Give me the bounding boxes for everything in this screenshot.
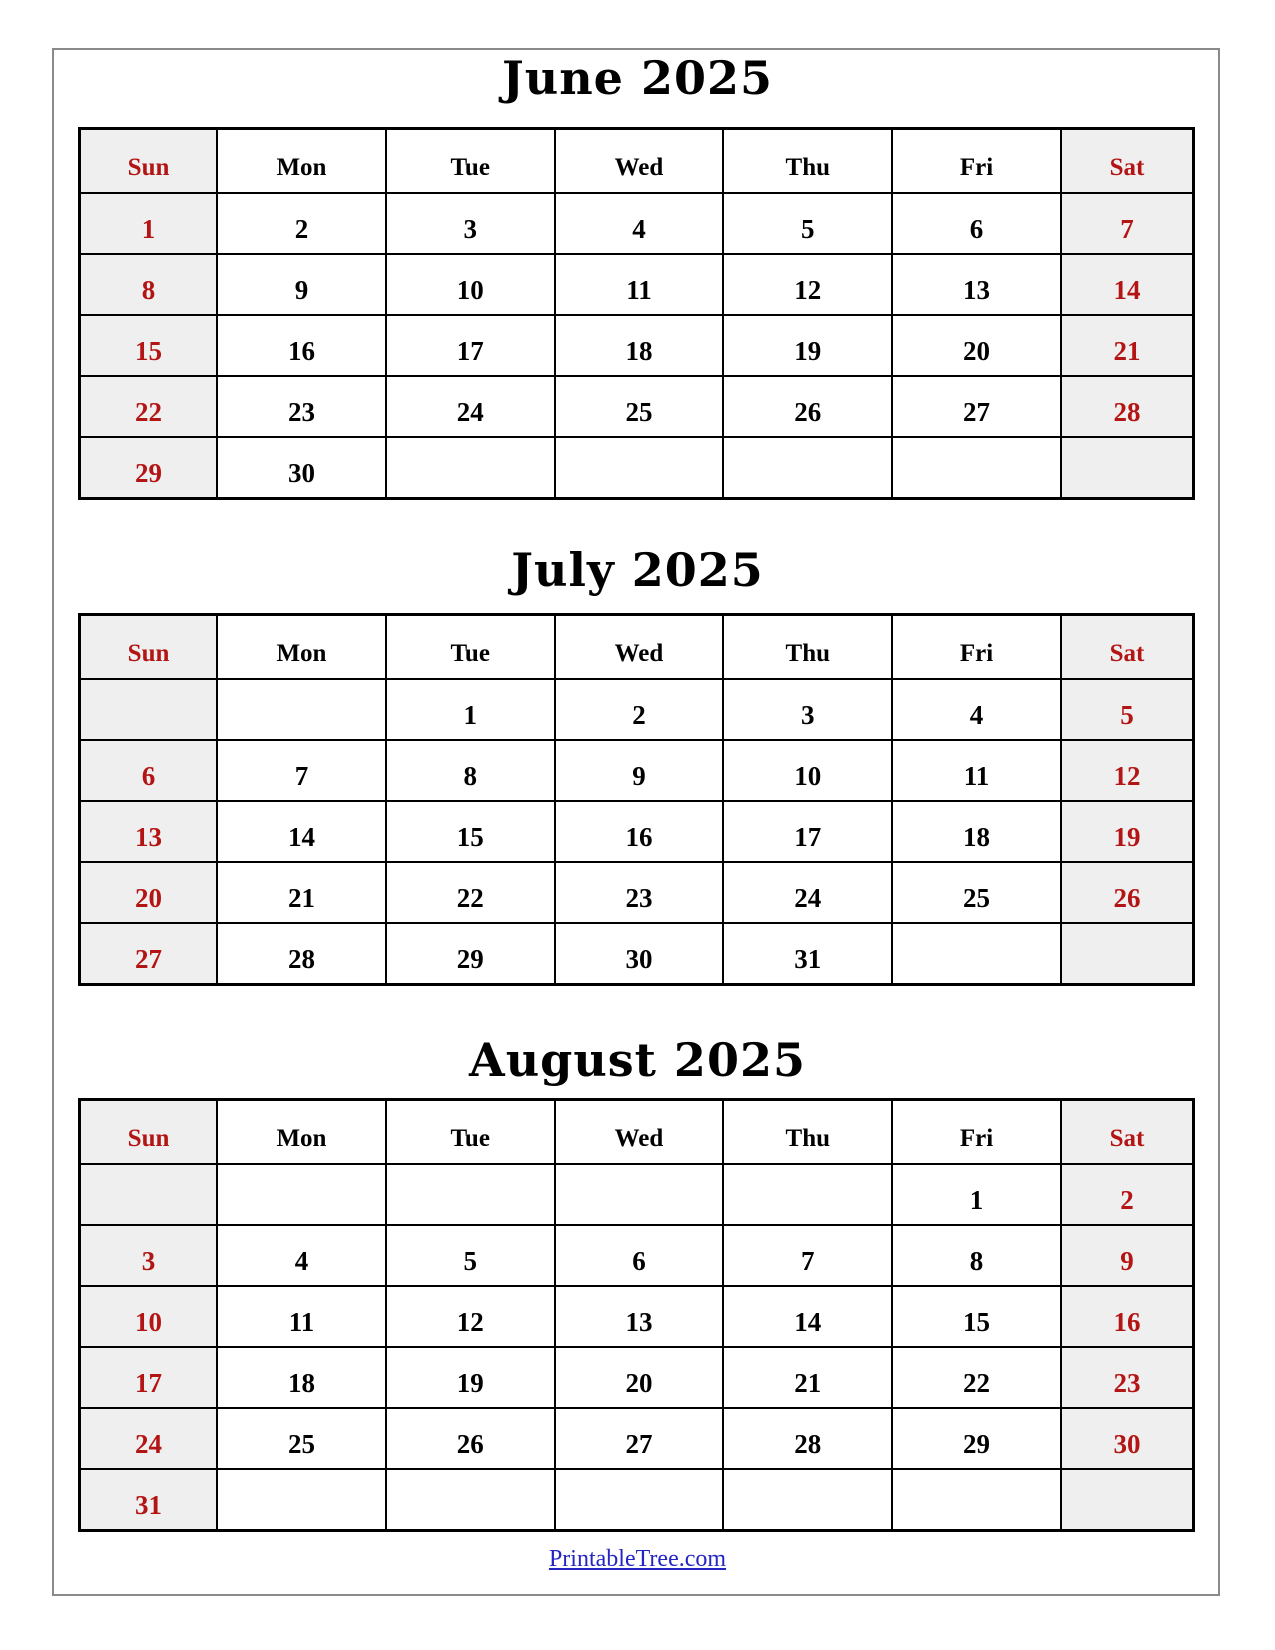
july-week-2 xyxy=(80,740,1194,801)
june-day-8: 8 xyxy=(80,254,218,315)
calendar-june xyxy=(78,127,1195,500)
august-empty-cell xyxy=(386,1164,555,1225)
july-day-2: 2 xyxy=(555,679,724,740)
july-empty-cell xyxy=(217,679,386,740)
june-week-1 xyxy=(80,193,1194,254)
june-week-5 xyxy=(80,437,1194,499)
month-title-june: June 2025 xyxy=(502,51,773,105)
august-day-8: 8 xyxy=(892,1225,1061,1286)
august-week-6 xyxy=(80,1469,1194,1531)
june-week-3 xyxy=(80,315,1194,376)
june-day-3: 3 xyxy=(386,193,555,254)
july-day-20: 20 xyxy=(80,862,218,923)
august-empty-cell xyxy=(555,1164,724,1225)
june-week-2 xyxy=(80,254,1194,315)
august-day-13: 13 xyxy=(555,1286,724,1347)
july-day-22: 22 xyxy=(386,862,555,923)
august-day-30: 30 xyxy=(1061,1408,1194,1469)
august-day-21: 21 xyxy=(723,1347,892,1408)
july-empty-cell xyxy=(80,679,218,740)
june-day-26: 26 xyxy=(723,376,892,437)
august-day-15: 15 xyxy=(892,1286,1061,1347)
august-day-24: 24 xyxy=(80,1408,218,1469)
june-day-16: 16 xyxy=(217,315,386,376)
august-day-11: 11 xyxy=(217,1286,386,1347)
august-empty-cell xyxy=(723,1469,892,1531)
june-day-10: 10 xyxy=(386,254,555,315)
july-day-10: 10 xyxy=(723,740,892,801)
june-empty-cell xyxy=(892,437,1061,499)
july-day-31: 31 xyxy=(723,923,892,985)
august-week-3 xyxy=(80,1286,1194,1347)
june-day-6: 6 xyxy=(892,193,1061,254)
august-day-12: 12 xyxy=(386,1286,555,1347)
june-day-5: 5 xyxy=(723,193,892,254)
july-day-17: 17 xyxy=(723,801,892,862)
june-day-29: 29 xyxy=(80,437,218,499)
july-day-27: 27 xyxy=(80,923,218,985)
july-day-21: 21 xyxy=(217,862,386,923)
july-week-1 xyxy=(80,679,1194,740)
july-header-sat: Sat xyxy=(1061,615,1194,680)
july-day-12: 12 xyxy=(1061,740,1194,801)
july-day-9: 9 xyxy=(555,740,724,801)
august-day-17: 17 xyxy=(80,1347,218,1408)
august-day-7: 7 xyxy=(723,1225,892,1286)
august-day-29: 29 xyxy=(892,1408,1061,1469)
june-day-15: 15 xyxy=(80,315,218,376)
july-day-23: 23 xyxy=(555,862,724,923)
august-day-27: 27 xyxy=(555,1408,724,1469)
july-day-7: 7 xyxy=(217,740,386,801)
august-empty-cell xyxy=(555,1469,724,1531)
july-header-fri: Fri xyxy=(892,615,1061,680)
july-empty-cell xyxy=(892,923,1061,985)
july-header-sun: Sun xyxy=(80,615,218,680)
august-day-22: 22 xyxy=(892,1347,1061,1408)
july-header-wed: Wed xyxy=(555,615,724,680)
june-empty-cell xyxy=(1061,437,1194,499)
august-day-23: 23 xyxy=(1061,1347,1194,1408)
august-week-4 xyxy=(80,1347,1194,1408)
june-day-23: 23 xyxy=(217,376,386,437)
august-day-26: 26 xyxy=(386,1408,555,1469)
july-day-28: 28 xyxy=(217,923,386,985)
august-header-mon: Mon xyxy=(217,1100,386,1165)
august-week-2 xyxy=(80,1225,1194,1286)
july-header-mon: Mon xyxy=(217,615,386,680)
august-day-2: 2 xyxy=(1061,1164,1194,1225)
july-header-tue: Tue xyxy=(386,615,555,680)
footer-link[interactable]: PrintableTree.com xyxy=(548,1546,727,1572)
july-week-5 xyxy=(80,923,1194,985)
calendar-august xyxy=(78,1098,1195,1532)
june-day-12: 12 xyxy=(723,254,892,315)
august-day-20: 20 xyxy=(555,1347,724,1408)
july-week-3 xyxy=(80,801,1194,862)
june-empty-cell xyxy=(386,437,555,499)
july-day-25: 25 xyxy=(892,862,1061,923)
june-day-19: 19 xyxy=(723,315,892,376)
june-header-sun: Sun xyxy=(80,129,218,194)
june-header-wed: Wed xyxy=(555,129,724,194)
july-day-19: 19 xyxy=(1061,801,1194,862)
july-day-5: 5 xyxy=(1061,679,1194,740)
july-day-29: 29 xyxy=(386,923,555,985)
august-day-25: 25 xyxy=(217,1408,386,1469)
august-header-tue: Tue xyxy=(386,1100,555,1165)
june-week-4 xyxy=(80,376,1194,437)
july-day-30: 30 xyxy=(555,923,724,985)
august-day-16: 16 xyxy=(1061,1286,1194,1347)
june-day-27: 27 xyxy=(892,376,1061,437)
july-day-18: 18 xyxy=(892,801,1061,862)
june-day-22: 22 xyxy=(80,376,218,437)
june-empty-cell xyxy=(723,437,892,499)
june-day-18: 18 xyxy=(555,315,724,376)
august-day-10: 10 xyxy=(80,1286,218,1347)
august-day-5: 5 xyxy=(386,1225,555,1286)
august-header-sun: Sun xyxy=(80,1100,218,1165)
calendar-july xyxy=(78,613,1195,986)
july-empty-cell xyxy=(1061,923,1194,985)
august-week-5 xyxy=(80,1408,1194,1469)
july-week-4 xyxy=(80,862,1194,923)
august-week-1 xyxy=(80,1164,1194,1225)
july-day-6: 6 xyxy=(80,740,218,801)
august-empty-cell xyxy=(1061,1469,1194,1531)
august-empty-cell xyxy=(386,1469,555,1531)
august-day-4: 4 xyxy=(217,1225,386,1286)
june-day-24: 24 xyxy=(386,376,555,437)
july-day-13: 13 xyxy=(80,801,218,862)
june-day-7: 7 xyxy=(1061,193,1194,254)
june-header-tue: Tue xyxy=(386,129,555,194)
july-day-26: 26 xyxy=(1061,862,1194,923)
june-empty-cell xyxy=(555,437,724,499)
july-day-3: 3 xyxy=(723,679,892,740)
august-day-1: 1 xyxy=(892,1164,1061,1225)
august-day-14: 14 xyxy=(723,1286,892,1347)
august-empty-cell xyxy=(723,1164,892,1225)
june-day-9: 9 xyxy=(217,254,386,315)
june-day-30: 30 xyxy=(217,437,386,499)
june-header-thu: Thu xyxy=(723,129,892,194)
june-day-11: 11 xyxy=(555,254,724,315)
july-day-16: 16 xyxy=(555,801,724,862)
august-header-fri: Fri xyxy=(892,1100,1061,1165)
june-day-17: 17 xyxy=(386,315,555,376)
august-day-3: 3 xyxy=(80,1225,218,1286)
july-weekday-header-row xyxy=(80,615,1194,680)
june-weekday-header-row xyxy=(80,129,1194,194)
june-day-1: 1 xyxy=(80,193,218,254)
august-weekday-header-row xyxy=(80,1100,1194,1165)
august-day-19: 19 xyxy=(386,1347,555,1408)
june-day-14: 14 xyxy=(1061,254,1194,315)
july-day-11: 11 xyxy=(892,740,1061,801)
june-header-sat: Sat xyxy=(1061,129,1194,194)
august-header-thu: Thu xyxy=(723,1100,892,1165)
july-day-14: 14 xyxy=(217,801,386,862)
june-day-21: 21 xyxy=(1061,315,1194,376)
june-day-20: 20 xyxy=(892,315,1061,376)
july-day-24: 24 xyxy=(723,862,892,923)
july-day-15: 15 xyxy=(386,801,555,862)
august-day-31: 31 xyxy=(80,1469,218,1531)
june-day-13: 13 xyxy=(892,254,1061,315)
june-day-25: 25 xyxy=(555,376,724,437)
august-day-6: 6 xyxy=(555,1225,724,1286)
footer xyxy=(0,1546,1275,1573)
august-header-sat: Sat xyxy=(1061,1100,1194,1165)
june-day-4: 4 xyxy=(555,193,724,254)
august-empty-cell xyxy=(892,1469,1061,1531)
august-empty-cell xyxy=(217,1469,386,1531)
july-day-4: 4 xyxy=(892,679,1061,740)
august-day-28: 28 xyxy=(723,1408,892,1469)
june-header-fri: Fri xyxy=(892,129,1061,194)
june-day-28: 28 xyxy=(1061,376,1194,437)
july-day-8: 8 xyxy=(386,740,555,801)
august-day-18: 18 xyxy=(217,1347,386,1408)
august-empty-cell xyxy=(217,1164,386,1225)
month-title-august: August 2025 xyxy=(469,1033,806,1087)
august-day-9: 9 xyxy=(1061,1225,1194,1286)
july-day-1: 1 xyxy=(386,679,555,740)
august-header-wed: Wed xyxy=(555,1100,724,1165)
july-header-thu: Thu xyxy=(723,615,892,680)
june-day-2: 2 xyxy=(217,193,386,254)
june-header-mon: Mon xyxy=(217,129,386,194)
month-title-july: July 2025 xyxy=(511,543,764,597)
august-empty-cell xyxy=(80,1164,218,1225)
